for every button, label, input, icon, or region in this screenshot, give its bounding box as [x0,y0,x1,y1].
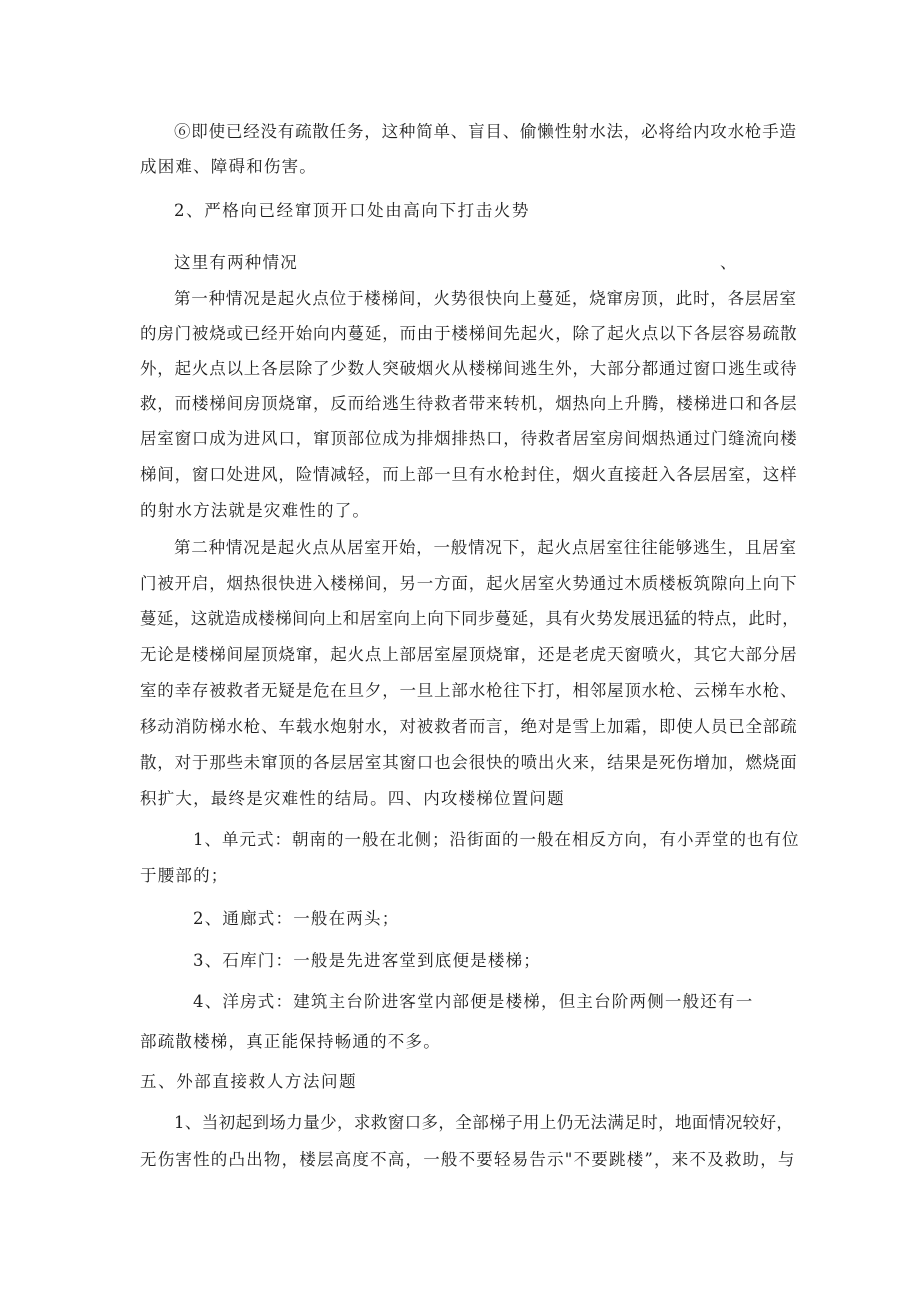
list-item-line: 3、石库门：一般是先进客堂到底便是楼梯； [193,951,541,970]
paragraph-line: 蔓延，这就造成楼梯间向上和居室向上向下同步蔓延，具有火势发展迅猛的特点，此时， [140,609,800,628]
paragraph-line: 的射水方法就是灾难性的了。 [140,501,371,520]
paragraph-line: 第一种情况是起火点位于楼梯间，火势很快向上蔓延，烧窜房顶，此时，各层居室 [174,289,797,308]
paragraph-line: 1、当初起到场力量少，求救窗口多，全部梯子用上仍无法满足时，地面情况较好， [174,1113,794,1132]
list-item-line: 于腰部的； [140,866,229,885]
section-heading: 2、严格向已经窜顶开口处由高向下打击火势 [174,201,530,220]
paragraph-line: 无论是楼梯间屋顶烧窜，起火点上部居室屋顶烧窜，还是老虎天窗喷火，其它大部分居 [140,645,798,664]
paragraph-line: 梯间，窗口处进风，险情减轻，而上部一旦有水枪封住，烟火直接赶入各层居室，这样 [140,465,798,484]
paragraph-line: 外，起火点以上各层除了少数人突破烟火从楼梯间逃生外，大部分都通过窗口逃生或待 [140,359,798,378]
paragraph-line: 无伤害性的凸出物，楼层高度不高，一般不要轻易告示"不要跳楼”，来不及救助，与 [140,1150,796,1169]
paragraph-line: 成困难、障碍和伤害。 [140,157,317,176]
paragraph-line: 居室窗口成为进风口，窜顶部位成为排烟排热口，待救者居室房间烟热通过门缝流向楼 [140,429,798,448]
paragraph-line: 门被开启，烟热很快进入楼梯间，另一方面，起火居室火势通过木质楼板筑隙向上向下 [140,574,798,593]
list-item-line: 部疏散楼梯，真正能保持畅通的不多。 [140,1032,441,1051]
paragraph-line: 移动消防梯水枪、车载水炮射水，对被救者而言，绝对是雪上加霜，即使人员已全部疏 [140,717,798,736]
list-item-line: 2、通廊式：一般在两头； [193,909,400,928]
paragraph-line: 积扩大，最终是灾难性的结局。四、内攻楼梯位置问题 [140,789,565,808]
paragraph-line: 第二种情况是起火点从居室开始，一般情况下，起火点居室往往能够逃生，且居室 [174,538,797,557]
section-heading: 五、外部直接救人方法问题 [140,1072,358,1091]
paragraph-line: 这里有两种情况 [174,253,298,272]
paragraph-line: 救，而楼梯间房顶烧窜，反而给逃生待救者带来转机，烟热向上升腾，楼梯进口和各层 [140,394,798,413]
paragraph-line: ⑥即使已经没有疏散任务，这种简单、盲目、偷懒性射水法，必将给内攻水枪手造 [174,122,797,141]
stray-mark: 、 [720,253,738,272]
paragraph-line: 的房门被烧或已经开始向内蔓延，而由于楼梯间先起火，除了起火点以下各层容易疏散 [140,324,798,343]
list-item-line: 1、单元式：朝南的一般在北侧；沿街面的一般在相反方向，有小弄堂的也有位 [193,830,800,849]
paragraph-line: 室的幸存被救者无疑是危在旦夕，一旦上部水枪往下打，相邻屋顶水枪、云梯车水枪、 [140,681,798,700]
list-item-line: 4、洋房式：建筑主台阶进客堂内部便是楼梯，但主台阶两侧一般还有一 [193,992,754,1011]
paragraph-line: 散，对于那些未窜顶的各层居室其窗口也会很快的喷出火来，结果是死伤增加，燃烧面 [140,753,798,772]
